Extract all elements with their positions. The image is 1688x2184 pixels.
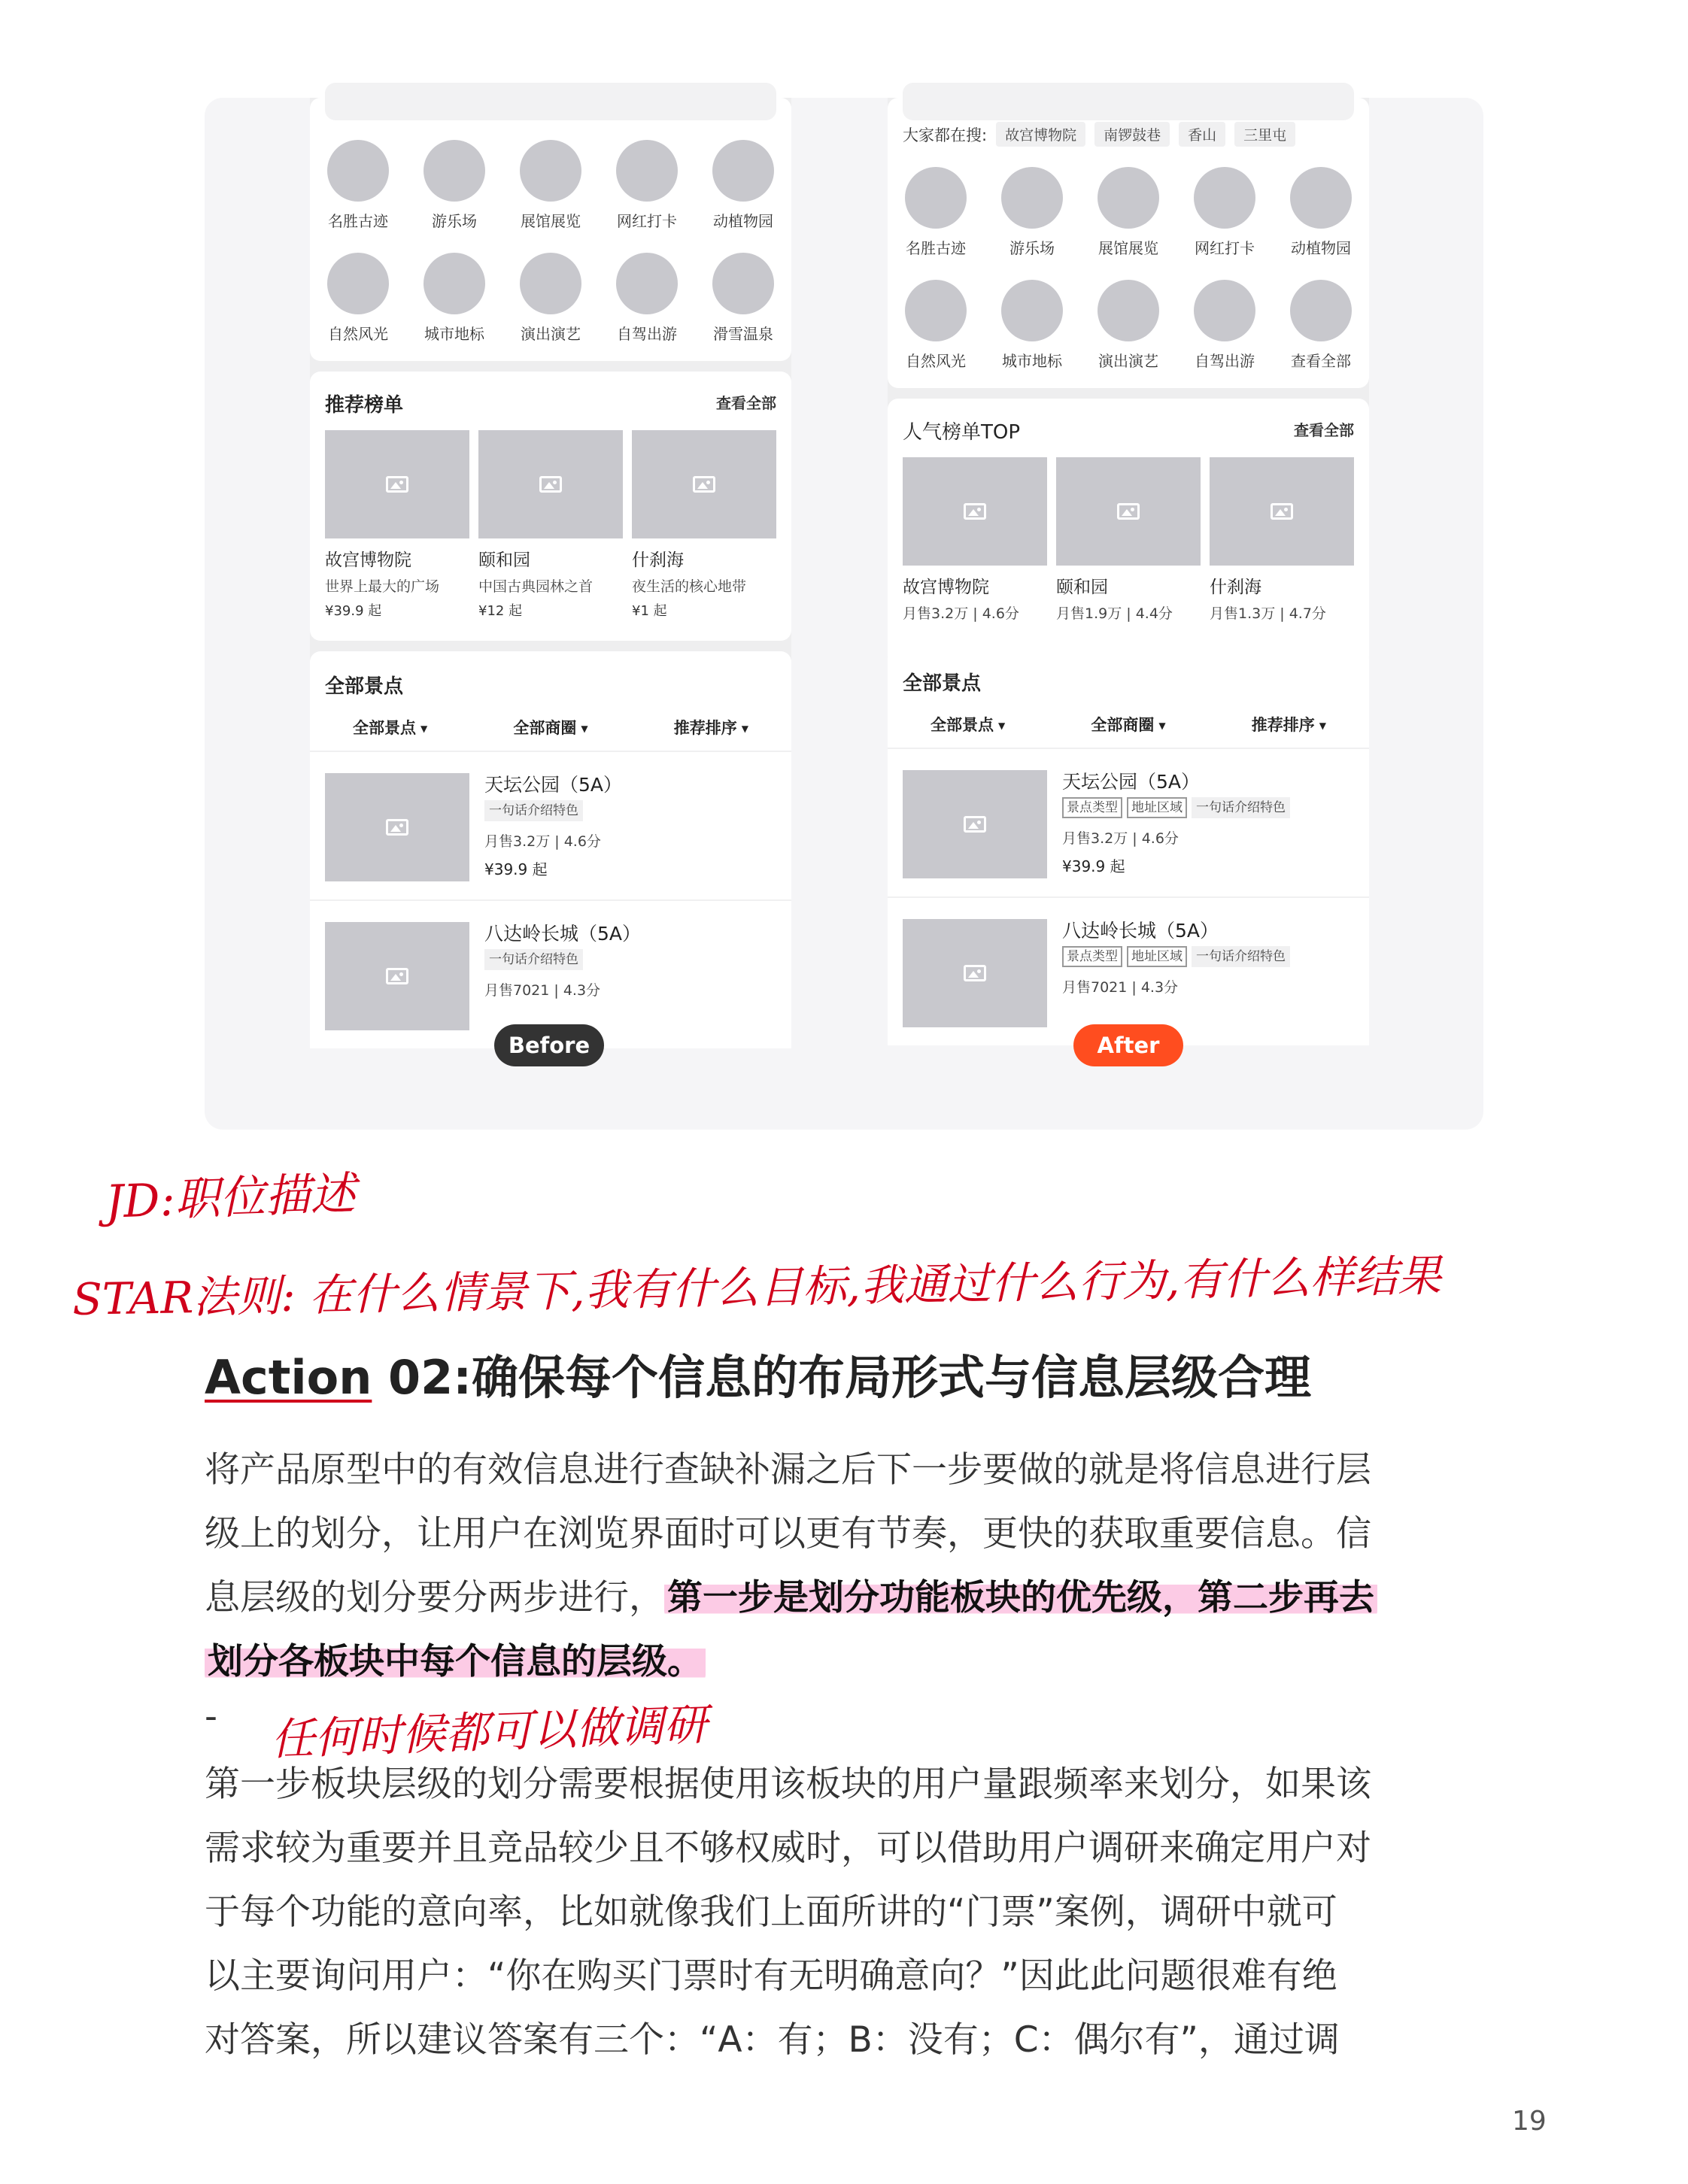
image-icon — [964, 503, 986, 520]
type-tag: 景点类型 — [1062, 946, 1122, 967]
handwritten-note-research: 任何时候都可以做调研 — [270, 1698, 709, 1766]
placeholder-circle-icon — [1194, 167, 1255, 229]
category-item: 名胜古迹 — [310, 140, 406, 231]
category-item[interactable]: 网红打卡 — [1176, 167, 1273, 258]
image-placeholder — [632, 430, 776, 538]
image-icon — [1117, 503, 1140, 520]
section-heading: Action 02:确保每个信息的布局形式与信息层级合理 — [205, 1350, 1312, 1405]
handwritten-note-jd: JD:职位描述 — [105, 1167, 357, 1229]
placeholder-circle-icon — [520, 253, 581, 314]
ranking-item[interactable]: 故宫博物院 世界上最大的广场 ¥39.9 起 — [325, 430, 469, 620]
ranking-item[interactable]: 颐和园 中国古典园林之首 ¥12 起 — [478, 430, 623, 620]
after-label: After — [1073, 1024, 1183, 1066]
category-card — [310, 98, 791, 361]
search-bar — [903, 83, 1354, 120]
category-item-view-all[interactable]: 查看全部 — [1273, 280, 1369, 371]
category-item: 自驾出游 — [599, 253, 695, 344]
hot-search-label: 大家都在搜: — [903, 126, 988, 144]
category-item: 演出演艺 — [502, 253, 599, 344]
placeholder-circle-icon — [424, 253, 485, 314]
view-all-link[interactable]: 查看全部 — [1294, 421, 1354, 439]
caret-down-icon: ▼ — [420, 723, 428, 734]
category-item: 游乐场 — [406, 140, 502, 231]
before-after-figure — [205, 98, 1483, 1130]
category-item: 城市地标 — [406, 253, 502, 344]
placeholder-circle-icon — [712, 253, 774, 314]
all-attractions-card — [310, 651, 791, 997]
filter-district[interactable]: 全部商圈 ▼ — [1091, 716, 1166, 734]
category-item[interactable]: 展馆展览 — [1080, 167, 1176, 258]
ranking-card — [888, 399, 1369, 666]
image-icon — [539, 476, 562, 493]
highlighted-text: 第一步是划分功能板块的优先级，第二步再去 — [664, 1577, 1377, 1618]
filter-attractions[interactable]: 全部景点 ▼ — [353, 719, 428, 737]
paragraph: 将产品原型中的有效信息进行查缺补漏之后下一步要做的就是将信息进行层 级上的划分，让用户在浏览界面时可以更有节奏，更快的获取重要信息。信 息层级的划分要分两步进行，第一步是划分功能板块的优先级，第二步再去 划分各板块中每个信息的层级。 — [205, 1438, 1483, 1694]
after-mockup — [888, 98, 1369, 996]
placeholder-circle-icon — [1290, 167, 1352, 229]
category-item[interactable]: 自驾出游 — [1176, 280, 1273, 371]
image-placeholder — [903, 919, 1047, 1027]
image-icon — [693, 476, 715, 493]
image-placeholder — [325, 430, 469, 538]
area-tag: 地址区域 — [1127, 946, 1187, 967]
image-icon — [964, 965, 986, 981]
placeholder-circle-icon — [1290, 280, 1352, 341]
category-item[interactable]: 城市地标 — [984, 280, 1080, 371]
hot-search-chip[interactable]: 故宫博物院 — [996, 122, 1085, 147]
highlighted-text: 划分各板块中每个信息的层级。 — [205, 1641, 706, 1682]
placeholder-circle-icon — [424, 140, 485, 202]
intro-tag: 一句话介绍特色 — [1192, 797, 1290, 818]
before-mockup — [310, 98, 791, 999]
placeholder-circle-icon — [1001, 280, 1063, 341]
list-item[interactable]: 天坛公园（5A） 景点类型 地址区域 一句话介绍特色 月售3.2万 | 4.6分 ¥39.9 起 — [888, 748, 1369, 896]
list-item[interactable]: 八达岭长城（5A） 一句话介绍特色 月售7021 | 4.3分 — [310, 899, 791, 1048]
filter-bar — [310, 716, 791, 739]
category-item: 展馆展览 — [502, 140, 599, 231]
category-item: 自然风光 — [310, 253, 406, 344]
placeholder-circle-icon — [1001, 167, 1063, 229]
placeholder-circle-icon — [616, 140, 678, 202]
filter-district[interactable]: 全部商圈 ▼ — [513, 719, 588, 737]
image-placeholder — [1210, 457, 1354, 566]
image-icon — [1271, 503, 1293, 520]
image-placeholder — [903, 770, 1047, 878]
handwritten-note-star: STAR法则: 在什么情景下,我有什么目标,我通过什么行为,有什么样结果 — [71, 1250, 1442, 1325]
area-tag: 地址区域 — [1127, 797, 1187, 818]
dash-marker: - — [205, 1696, 217, 1737]
caret-down-icon: ▼ — [1319, 720, 1326, 731]
ranking-item[interactable]: 什刹海 夜生活的核心地带 ¥1 起 — [632, 430, 776, 620]
hot-search-row — [903, 122, 1295, 147]
category-item: 动植物园 — [695, 140, 791, 231]
filter-sort[interactable]: 推荐排序 ▼ — [673, 719, 748, 737]
search-bar — [325, 83, 776, 120]
view-all-link[interactable]: 查看全部 — [716, 394, 776, 412]
paragraph: 第一步板块层级的划分需要根据使用该板块的用户量跟频率来划分，如果该 需求较为重要并且竞品较少且不够权威时，可以借助用户调研来确定用户对 于每个功能的意向率，比如就像我们上面所讲的“门票”案例，调研中就可 以主要询问用户：“你在购买门票时有无明确意向？”因此此问题很难有绝 对答案，所以建议答案有三个：“A：有；B：没有；C：偶尔有”，通过调 — [205, 1764, 1371, 2061]
placeholder-circle-icon — [520, 140, 581, 202]
intro-tag: 一句话介绍特色 — [1192, 946, 1290, 967]
caret-down-icon: ▼ — [998, 720, 1006, 731]
placeholder-circle-icon — [905, 167, 967, 229]
all-attractions-title: 全部景点 — [325, 675, 404, 698]
image-icon — [386, 476, 408, 493]
hot-search-chip[interactable]: 南锣鼓巷 — [1094, 122, 1170, 147]
type-tag: 景点类型 — [1062, 797, 1122, 818]
image-icon — [964, 816, 986, 833]
filter-sort[interactable]: 推荐排序 ▼ — [1251, 716, 1326, 734]
ranking-item[interactable]: 颐和园 月售1.9万 | 4.4分 — [1056, 457, 1201, 623]
category-item[interactable]: 游乐场 — [984, 167, 1080, 258]
placeholder-circle-icon — [327, 140, 389, 202]
image-placeholder — [325, 922, 469, 1030]
placeholder-circle-icon — [327, 253, 389, 314]
image-icon — [386, 968, 408, 984]
ranking-title: 人气榜单TOP — [903, 421, 1021, 444]
placeholder-circle-icon — [1098, 280, 1159, 341]
image-placeholder — [478, 430, 623, 538]
placeholder-circle-icon — [1194, 280, 1255, 341]
before-label: Before — [494, 1024, 604, 1066]
image-icon — [386, 819, 408, 836]
filter-bar — [888, 713, 1369, 736]
image-placeholder — [1056, 457, 1201, 566]
image-placeholder — [903, 457, 1047, 566]
intro-tag: 一句话介绍特色 — [484, 949, 583, 970]
ranking-item[interactable]: 故宫博物院 月售3.2万 | 4.6分 — [903, 457, 1047, 623]
all-attractions-title: 全部景点 — [903, 672, 982, 695]
hot-search-chip[interactable]: 三里屯 — [1234, 122, 1295, 147]
category-item[interactable]: 动植物园 — [1273, 167, 1369, 258]
category-item: 滑雪温泉 — [695, 253, 791, 344]
caret-down-icon: ▼ — [741, 723, 748, 734]
image-placeholder — [325, 773, 469, 881]
placeholder-circle-icon — [1098, 167, 1159, 229]
category-item[interactable]: 自然风光 — [888, 280, 984, 371]
caret-down-icon: ▼ — [581, 723, 588, 734]
page-number: 19 — [1512, 2106, 1547, 2137]
ranking-card — [310, 372, 791, 641]
filter-attractions[interactable]: 全部景点 ▼ — [931, 716, 1006, 734]
ranking-title: 推荐榜单 — [325, 394, 404, 417]
intro-tag: 一句话介绍特色 — [484, 800, 583, 821]
category-item[interactable]: 名胜古迹 — [888, 167, 984, 258]
category-item: 网红打卡 — [599, 140, 695, 231]
category-item[interactable]: 演出演艺 — [1080, 280, 1176, 371]
placeholder-circle-icon — [616, 253, 678, 314]
ranking-item[interactable]: 什刹海 月售1.3万 | 4.7分 — [1210, 457, 1354, 623]
list-item[interactable]: 八达岭长城（5A） 景点类型 地址区域 一句话介绍特色 月售7021 | 4.3分 — [888, 896, 1369, 1045]
placeholder-circle-icon — [905, 280, 967, 341]
list-item[interactable]: 天坛公园（5A） 一句话介绍特色 月售3.2万 | 4.6分 ¥39.9 起 — [310, 751, 791, 899]
all-attractions-card — [888, 648, 1369, 994]
category-card — [888, 98, 1369, 388]
placeholder-circle-icon — [712, 140, 774, 202]
hot-search-chip[interactable]: 香山 — [1179, 122, 1225, 147]
caret-down-icon: ▼ — [1158, 720, 1166, 731]
